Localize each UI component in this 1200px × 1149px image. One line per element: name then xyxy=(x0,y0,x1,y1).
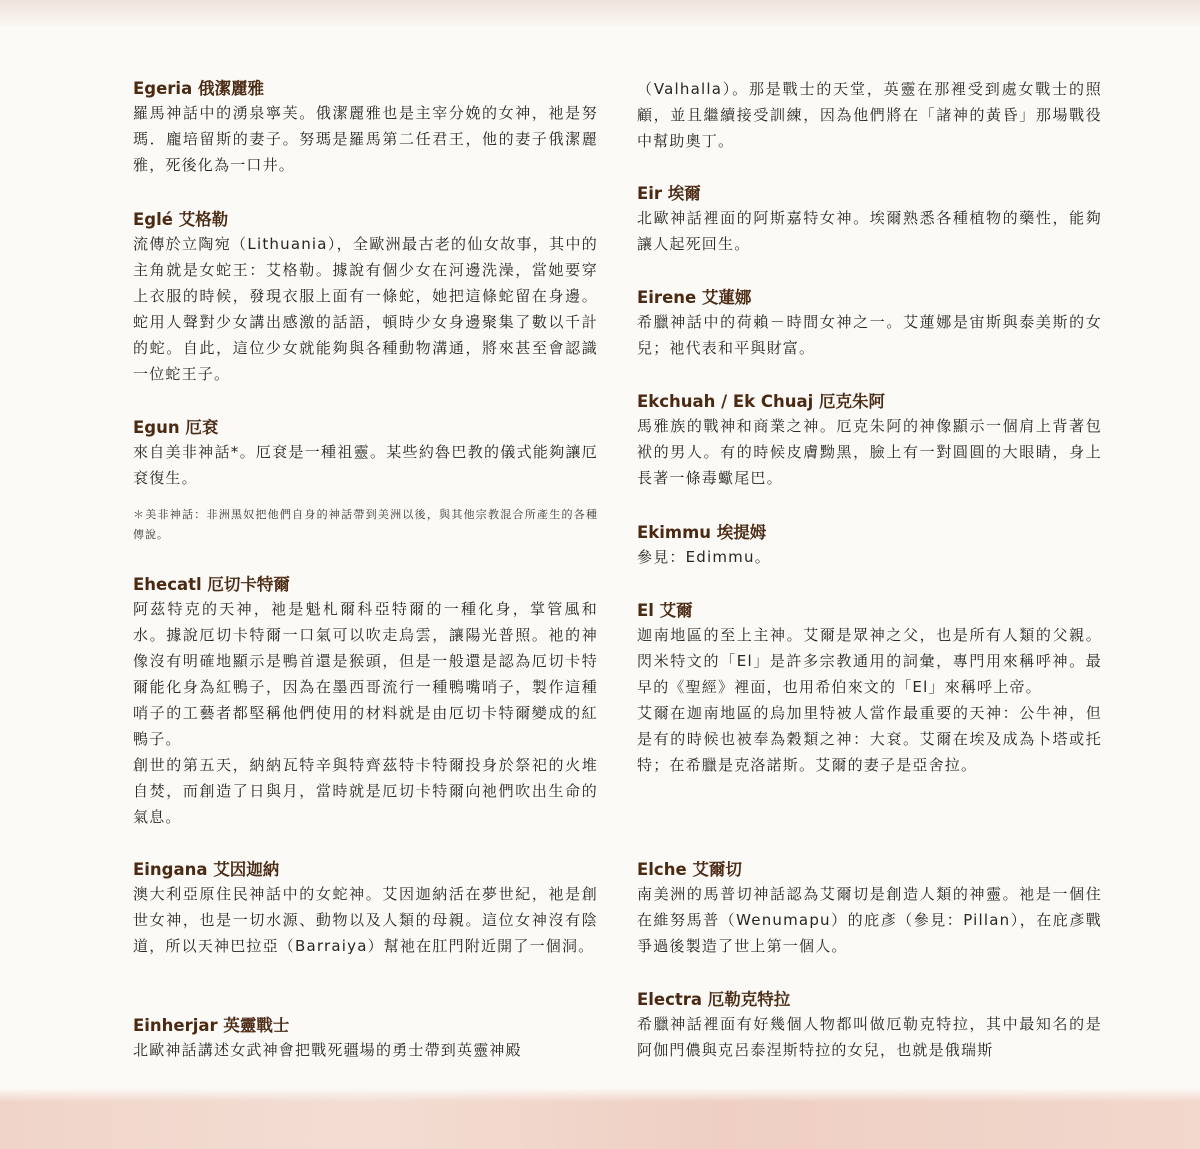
entry-text: 北歐神話講述女武神會把戰死疆場的勇士帶到英靈神殿 xyxy=(133,1041,522,1059)
entry-term: Ekchuah / Ek Chuaj 厄克朱阿 xyxy=(637,392,886,411)
entry-text: 南美洲的馬普切神話認為艾爾切是創造人類的神靈。祂是一個住在維努馬普（Wenumapu）的庇彥（參見：Pillan），在庇彥戰爭過後製造了世上第一個人。 xyxy=(637,885,1102,955)
entry-text: 參見：Edimmu。 xyxy=(637,548,771,566)
entry-einherjar-continued xyxy=(637,76,1102,154)
footnote: ＊美非神話：非洲黑奴把他們自身的神話帶到美洲以後，與其他宗教混合所產生的各種傳說。 xyxy=(133,508,598,541)
entry-ekimmu xyxy=(637,522,1102,570)
entry-elche xyxy=(637,859,1102,959)
entry-text: 北歐神話裡面的阿斯嘉特女神。埃爾熟悉各種植物的藥性，能夠讓人起死回生。 xyxy=(637,209,1102,253)
entry-term: Eingana 艾因迦納 xyxy=(133,860,280,879)
entry-term: Egun 厄袞 xyxy=(133,418,219,437)
entry-text: 希臘神話裡面有好幾個人物都叫做厄勒克特拉，其中最知名的是阿伽門儂與克呂泰涅斯特拉的女兒，也就是俄瑞斯 xyxy=(637,1015,1102,1059)
entry-text: 羅馬神話中的湧泉寧芙。俄潔麗雅也是主宰分娩的女神，祂是努瑪．龐培留斯的妻子。努瑪是羅馬第二任君王，他的妻子俄潔麗雅，死後化為一口井。 xyxy=(133,104,598,174)
entry-term: Ekimmu 埃提姆 xyxy=(637,523,767,542)
entry-term: Einherjar 英靈戰士 xyxy=(133,1016,290,1035)
entry-text: 艾爾在迦南地區的烏加里特被人當作最重要的天神：公牛神，但是有的時候也被奉為穀類之神：大袞。艾爾在埃及成為卜塔或托特；在希臘是克洛諾斯。艾爾的妻子是亞舍拉。 xyxy=(637,704,1102,774)
entry-term: Eglé 艾格勒 xyxy=(133,210,229,229)
entry-einherjar xyxy=(133,1015,598,1063)
entry-text: 希臘神話中的荷賴－時間女神之一。艾蓮娜是宙斯與泰美斯的女兒；祂代表和平與財富。 xyxy=(637,313,1102,357)
entry-term: Electra 厄勒克特拉 xyxy=(637,990,791,1009)
entry-eirene xyxy=(637,287,1102,361)
entry-ekchuah xyxy=(637,391,1102,491)
entry-text: 澳大利亞原住民神話中的女蛇神。艾因迦納活在夢世紀，祂是創世女神，也是一切水源、動物以及人類的母親。這位女神沒有陰道，所以天神巴拉亞（Barraiya）幫祂在肛門附近開了一個洞。 xyxy=(133,885,598,955)
entry-eir xyxy=(637,183,1102,257)
entry-egun xyxy=(133,417,598,545)
entry-text: 迦南地區的至上主神。艾爾是眾神之父，也是所有人類的父親。閃米特文的「El」是許多宗教通用的詞彙，專門用來稱呼神。最早的《聖經》裡面，也用希伯來文的「El」來稱呼上帝。 xyxy=(637,626,1102,696)
entry-term: Eirene 艾蓮娜 xyxy=(637,288,752,307)
entry-term: El 艾爾 xyxy=(637,601,693,620)
entry-egeria xyxy=(133,78,598,178)
entry-text: 阿茲特克的天神，祂是魁札爾科亞特爾的一種化身，掌管風和水。據說厄切卡特爾一口氣可以吹走烏雲，讓陽光普照。祂的神像沒有明確地顯示是鴨首還是猴頭，但是一般還是認為厄切卡特爾能化身為紅鴨子，因為在墨西哥流行一種鴨嘴哨子，製作這種哨子的工藝者都堅稱他們使用的材料就是由厄切卡特爾變成的紅鴨子。 xyxy=(133,600,598,748)
entry-text: 流傳於立陶宛（Lithuania），全歐洲最古老的仙女故事，其中的主角就是女蛇王：艾格勒。據說有個少女在河邊洗澡，當她要穿上衣服的時候，發現衣服上面有一條蛇，她把這條蛇留在身邊。蛇用人聲對少女講出感激的話語，頓時少女身邊聚集了數以千計的蛇。自此，這位少女就能夠與各種動物溝通，將來甚至會認識一位蛇王子。 xyxy=(133,235,598,383)
entry-term: Egeria 俄潔麗雅 xyxy=(133,79,264,98)
entry-text: 來自美非神話*。厄袞是一種祖靈。某些約魯巴教的儀式能夠讓厄袞復生。 xyxy=(133,443,598,487)
scan-bottom-edge xyxy=(0,1088,1200,1149)
entry-text: 馬雅族的戰神和商業之神。厄克朱阿的神像顯示一個肩上背著包袱的男人。有的時候皮膚黝黑，臉上有一對圓圓的大眼睛，身上長著一條毒蠍尾巴。 xyxy=(637,417,1102,487)
entry-electra xyxy=(637,989,1102,1063)
entry-eingana xyxy=(133,859,598,959)
scan-top-edge xyxy=(0,0,1200,28)
entry-term: Eir 埃爾 xyxy=(637,184,701,203)
entry-text: （Valhalla）。那是戰士的天堂，英靈在那裡受到處女戰士的照顧，並且繼續接受訓練，因為他們將在「諸神的黃昏」那場戰役中幫助奧丁。 xyxy=(637,80,1102,150)
entry-term: Elche 艾爾切 xyxy=(637,860,742,879)
entry-egle xyxy=(133,209,598,387)
entry-term: Ehecatl 厄切卡特爾 xyxy=(133,575,290,594)
entry-ehecatl xyxy=(133,574,598,830)
entry-el xyxy=(637,600,1102,778)
entry-text: 創世的第五天，納納瓦特辛與特齊茲特卡特爾投身於祭祀的火堆自焚，而創造了日與月，當時就是厄切卡特爾向祂們吹出生命的氣息。 xyxy=(133,756,598,826)
